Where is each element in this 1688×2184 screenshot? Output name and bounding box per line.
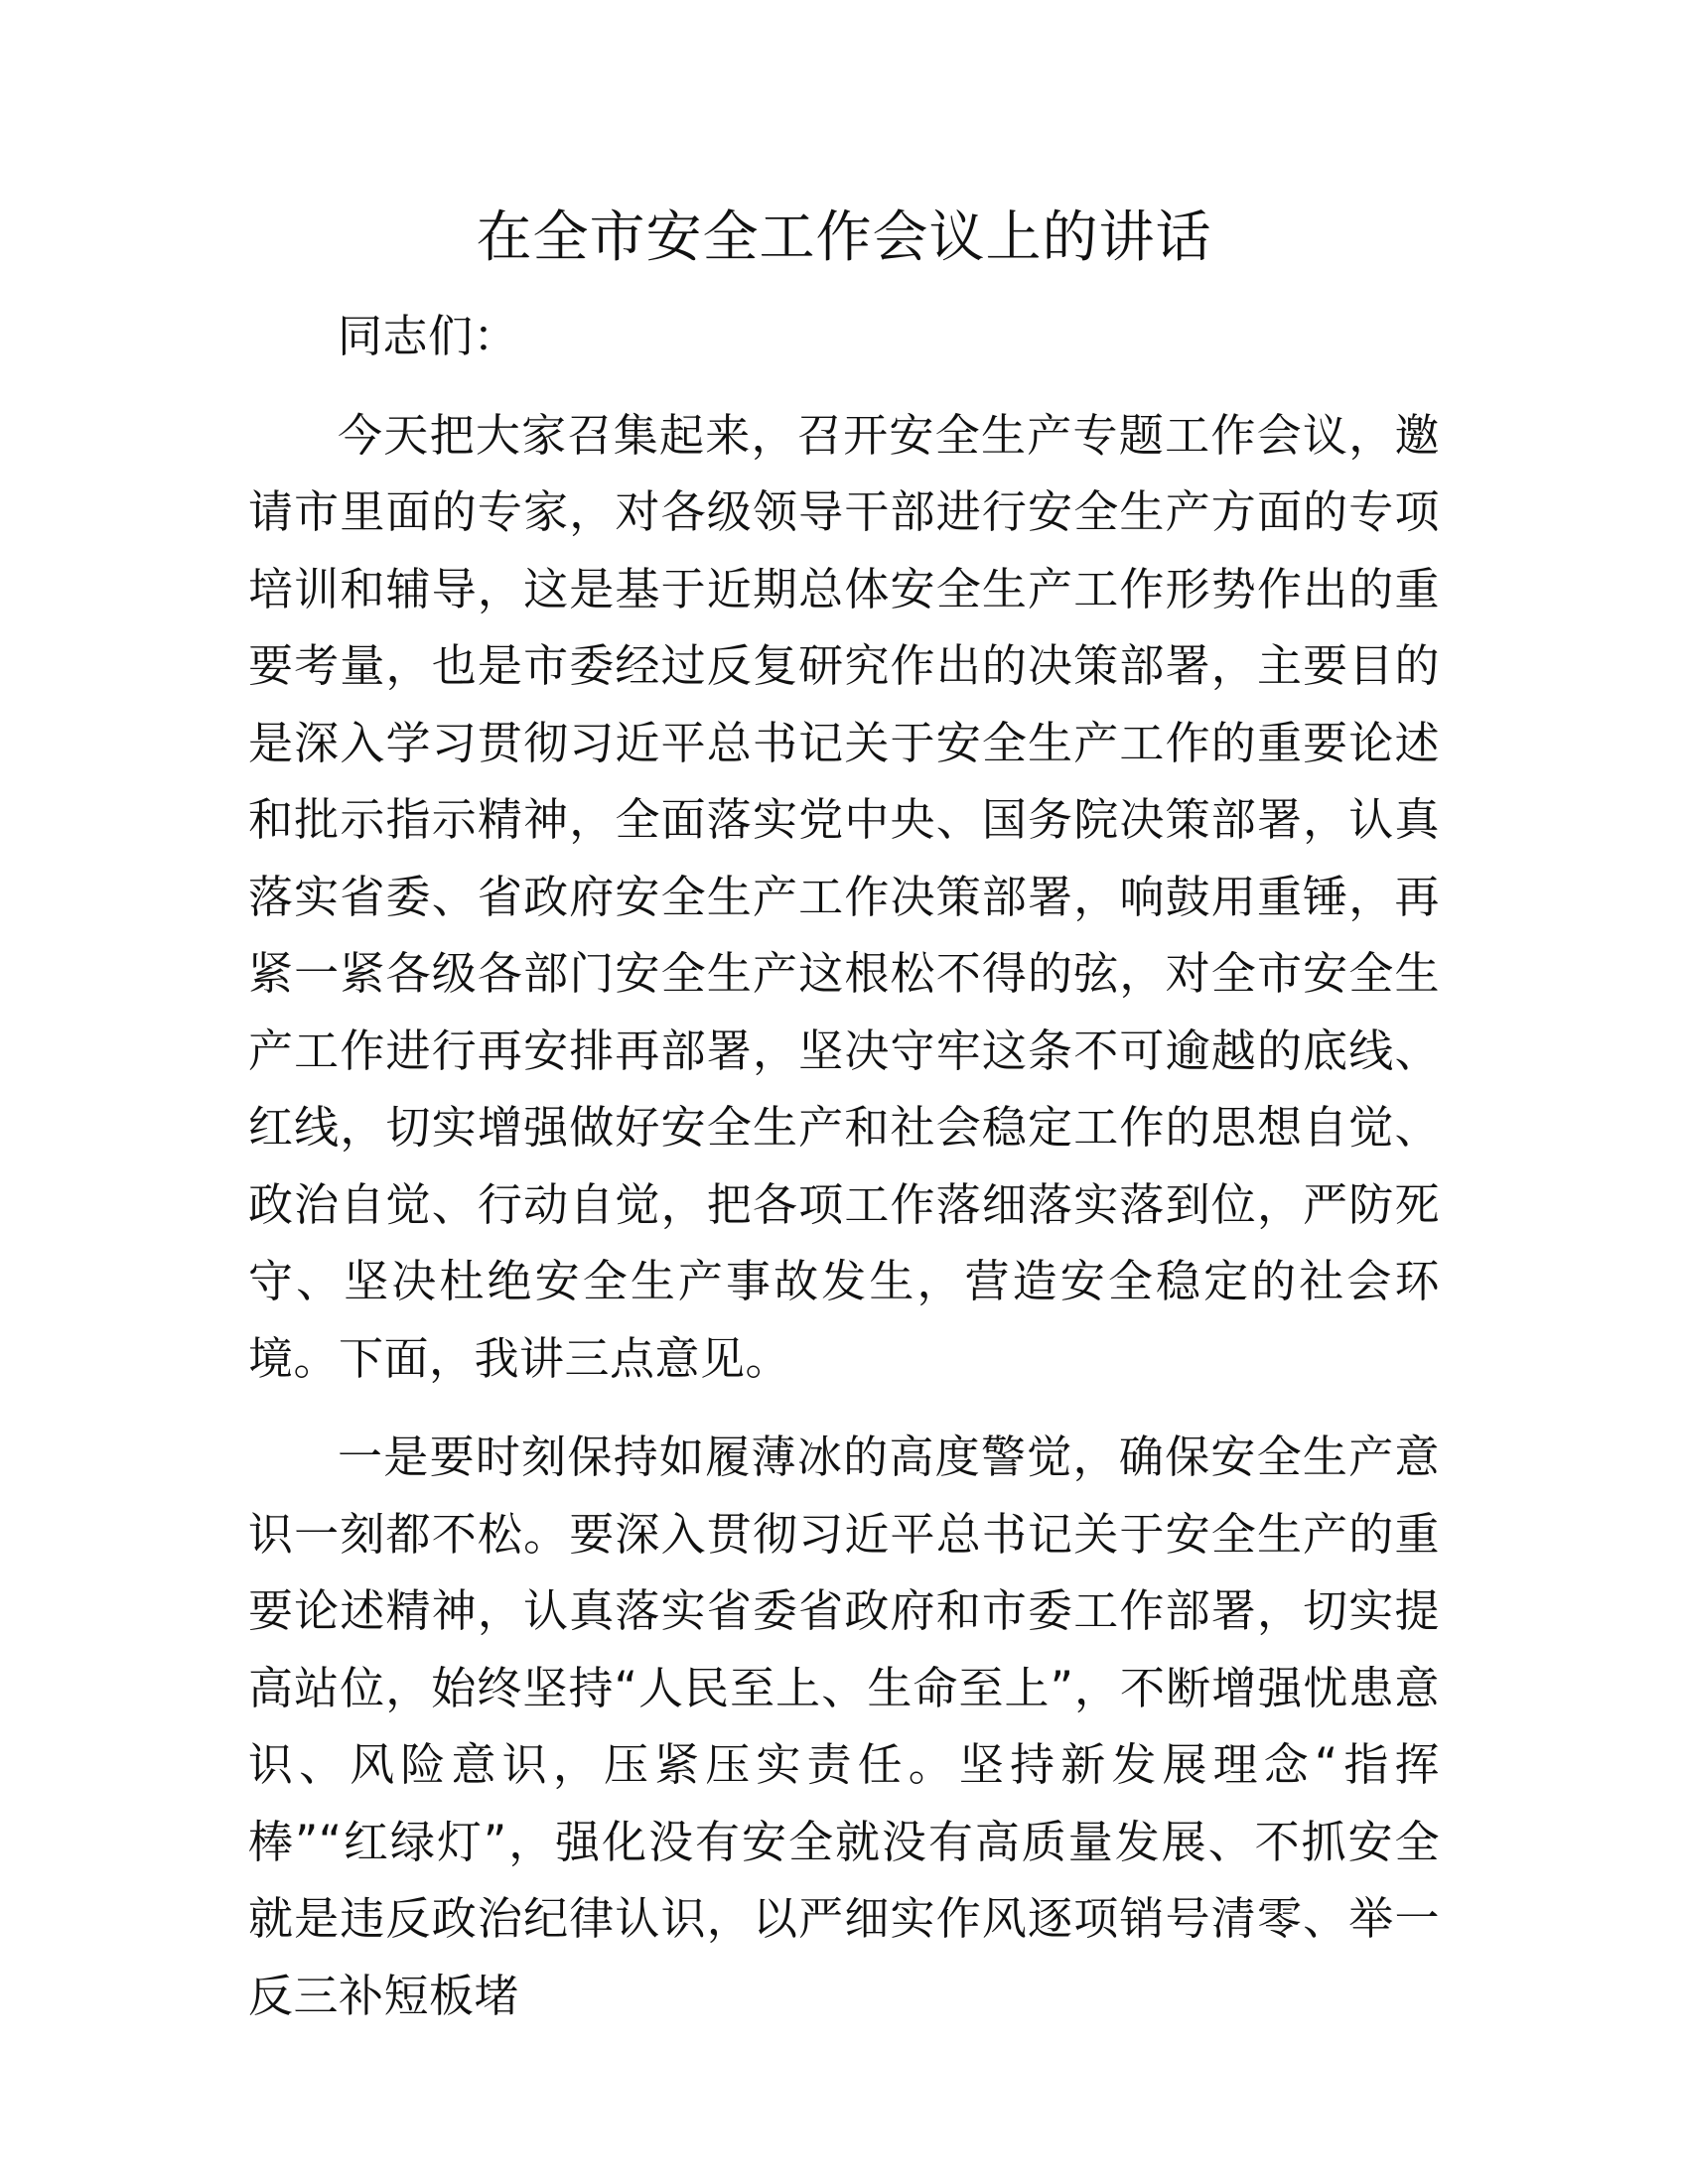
paragraph-point-one: 一是要时刻保持如履薄冰的高度警觉，确保安全生产意识一刻都不松。要深入贯彻习近平总书记关于安全生产的重要论述精神，认真落实省委省政府和市委工作部署，切实提高站位，始终坚持“人民至上、生命至上”，不断增强忧患意识、风险意识，压紧压实责任。坚持新发展理念“指挥棒”“红绿灯”，强化没有安全就没有高质量发展、不抓安全就是违反政治纪律认识，以严细实作风逐项销号清零、举一反三补短板堵 (248, 1431, 1440, 2022)
paragraph-intro: 今天把大家召集起来，召开安全生产专题工作会议，邀请市里面的专家，对各级领导干部进行安全生产方面的专项培训和辅导，这是基于近期总体安全生产工作形势作出的重要考量，也是市委经过反复研究作出的决策部署，主要目的是深入学习贯彻习近平总书记关于安全生产工作的重要论述和批示指示精神，全面落实党中央、国务院决策部署，认真落实省委、省政府安全生产工作决策部署，响鼓用重锤，再紧一紧各级各部门安全生产这根松不得的弦，对全市安全生产工作进行再安排再部署，坚决守牢这条不可逾越的底线、红线，切实增强做好安全生产和社会稳定工作的思想自觉、政治自觉、行动自觉，把各项工作落细落实落到位，严防死守、坚决杜绝安全生产事故发生，营造安全稳定的社会环境。下面，我讲三点意见。 (248, 408, 1440, 1385)
document-body (248, 298, 1440, 2034)
document-title: 在全市安全工作会议上的讲话 (476, 205, 1212, 270)
salutation: 同志们： (338, 310, 519, 362)
